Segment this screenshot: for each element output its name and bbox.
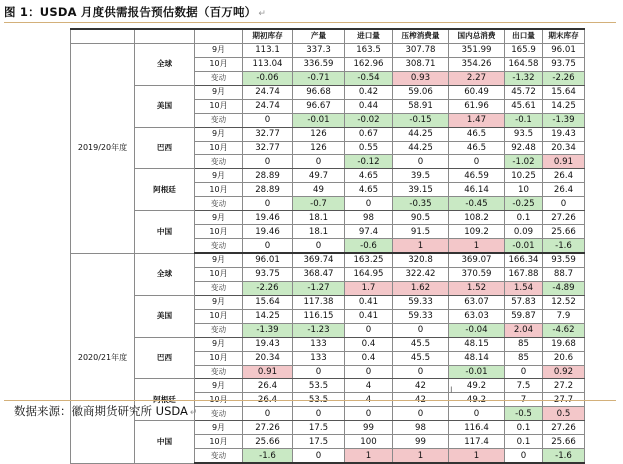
value-cell: 39.5 — [393, 169, 449, 183]
value-cell: 109.2 — [449, 225, 505, 239]
source-text: 数据来源：徽商期货研究所 USDA — [14, 404, 188, 418]
value-cell: 4.65 — [345, 183, 393, 197]
change-value-cell: -0.25 — [505, 197, 543, 211]
value-cell: 93.75 — [543, 57, 585, 71]
value-cell: 88.7 — [543, 267, 585, 281]
value-cell: 14.25 — [243, 309, 293, 323]
value-cell: 117.4 — [449, 435, 505, 449]
change-value-cell: -1.27 — [293, 281, 345, 295]
value-cell: 126 — [293, 141, 345, 155]
value-cell: 25.66 — [543, 435, 585, 449]
month-label: 9月 — [195, 379, 243, 393]
value-cell: 59.33 — [393, 295, 449, 309]
change-value-cell: 1 — [345, 449, 393, 463]
month-label: 10月 — [195, 393, 243, 407]
value-cell: 26.4 — [543, 183, 585, 197]
change-value-cell: 0 — [393, 365, 449, 379]
value-cell: 0.41 — [345, 309, 393, 323]
value-cell: 25.66 — [543, 225, 585, 239]
value-cell: 336.59 — [293, 57, 345, 71]
value-cell: 18.1 — [293, 211, 345, 225]
value-cell: 17.5 — [293, 435, 345, 449]
figure-title — [4, 4, 266, 20]
value-cell: 0.4 — [345, 351, 393, 365]
value-cell: 46.5 — [449, 127, 505, 141]
value-cell: 96.01 — [543, 43, 585, 57]
change-value-cell: -4.89 — [543, 281, 585, 295]
month-label: 10月 — [195, 225, 243, 239]
change-value-cell: 0 — [243, 407, 293, 421]
data-table — [70, 28, 585, 464]
value-cell: 15.64 — [243, 295, 293, 309]
value-cell: 44.25 — [393, 127, 449, 141]
month-label: 9月 — [195, 337, 243, 351]
value-cell: 32.77 — [243, 141, 293, 155]
value-cell: 0.1 — [505, 211, 543, 225]
value-cell: 369.74 — [293, 253, 345, 267]
value-cell: 27.26 — [543, 211, 585, 225]
change-value-cell: -1.6 — [543, 449, 585, 463]
paragraph-mark-icon: ↵ — [189, 408, 198, 418]
value-cell: 7 — [505, 393, 543, 407]
value-cell: 45.72 — [505, 85, 543, 99]
value-cell: 0.09 — [505, 225, 543, 239]
value-cell: 133 — [293, 351, 345, 365]
value-cell: 163.5 — [345, 43, 393, 57]
value-cell: 0.41 — [345, 295, 393, 309]
region-label: 中国 — [135, 211, 195, 253]
value-cell: 354.26 — [449, 57, 505, 71]
change-value-cell: -1.39 — [543, 113, 585, 127]
value-cell: 93.75 — [243, 267, 293, 281]
table-row — [71, 85, 585, 99]
change-value-cell: -1.32 — [505, 71, 543, 85]
value-cell: 57.83 — [505, 295, 543, 309]
value-cell: 19.43 — [543, 127, 585, 141]
change-value-cell: 0 — [293, 407, 345, 421]
change-value-cell: -0.35 — [393, 197, 449, 211]
value-cell: 116.15 — [293, 309, 345, 323]
change-value-cell: -0.6 — [345, 239, 393, 253]
change-value-cell: 0 — [293, 239, 345, 253]
value-cell: 20.34 — [243, 351, 293, 365]
month-label: 9月 — [195, 85, 243, 99]
value-cell: 0.67 — [345, 127, 393, 141]
value-cell: 28.89 — [243, 169, 293, 183]
value-cell: 25.66 — [243, 435, 293, 449]
value-cell: 0.1 — [505, 421, 543, 435]
value-cell: 63.03 — [449, 309, 505, 323]
value-cell: 99 — [393, 435, 449, 449]
month-label: 10月 — [195, 309, 243, 323]
year-label: 2020/21年度 — [71, 253, 135, 463]
month-label: 10月 — [195, 183, 243, 197]
region-label: 阿根廷 — [135, 379, 195, 421]
value-cell: 61.96 — [449, 99, 505, 113]
table-row — [71, 421, 585, 435]
value-cell: 53.5 — [293, 379, 345, 393]
change-value-cell: -1.23 — [293, 323, 345, 337]
change-value-cell: 0 — [393, 155, 449, 169]
month-label: 9月 — [195, 43, 243, 57]
table-row — [71, 169, 585, 183]
value-cell: 49 — [293, 183, 345, 197]
value-cell: 117.38 — [293, 295, 345, 309]
value-cell: 27.26 — [243, 421, 293, 435]
column-header: 出口量 — [505, 29, 543, 43]
month-label: 10月 — [195, 99, 243, 113]
value-cell: 26.4 — [243, 379, 293, 393]
change-value-cell: 1 — [449, 449, 505, 463]
change-label: 变动 — [195, 449, 243, 463]
value-cell: 320.8 — [393, 253, 449, 267]
value-cell: 14.25 — [543, 99, 585, 113]
change-value-cell: -0.06 — [243, 71, 293, 85]
value-cell: 53.5 — [293, 393, 345, 407]
region-label: 巴西 — [135, 337, 195, 379]
month-label: 10月 — [195, 351, 243, 365]
value-cell: 113.04 — [243, 57, 293, 71]
change-value-cell: 0 — [243, 113, 293, 127]
change-value-cell: -0.45 — [449, 197, 505, 211]
change-label: 变动 — [195, 197, 243, 211]
value-cell: 351.99 — [449, 43, 505, 57]
value-cell: 27.26 — [543, 421, 585, 435]
change-value-cell: 0 — [393, 323, 449, 337]
value-cell: 12.52 — [543, 295, 585, 309]
table-row — [71, 379, 585, 393]
change-value-cell: 1.47 — [449, 113, 505, 127]
change-value-cell: 0.92 — [543, 365, 585, 379]
value-cell: 163.25 — [345, 253, 393, 267]
value-cell: 98 — [393, 421, 449, 435]
value-cell: 45.5 — [393, 351, 449, 365]
change-value-cell: -2.26 — [543, 71, 585, 85]
change-value-cell: 0.91 — [243, 365, 293, 379]
value-cell: 63.07 — [449, 295, 505, 309]
value-cell: 49.2 — [449, 379, 505, 393]
month-label: 10月 — [195, 57, 243, 71]
value-cell: 116.4 — [449, 421, 505, 435]
value-cell: 96.67 — [293, 99, 345, 113]
value-cell: 39.15 — [393, 183, 449, 197]
value-cell: 59.33 — [393, 309, 449, 323]
change-value-cell: 0 — [449, 155, 505, 169]
change-value-cell: -0.7 — [293, 197, 345, 211]
change-label: 变动 — [195, 239, 243, 253]
value-cell: 19.46 — [243, 225, 293, 239]
value-cell: 32.77 — [243, 127, 293, 141]
table-row — [71, 253, 585, 267]
value-cell: 166.34 — [505, 253, 543, 267]
value-cell: 46.14 — [449, 183, 505, 197]
value-cell: 45.5 — [393, 337, 449, 351]
change-label: 变动 — [195, 365, 243, 379]
value-cell: 98 — [345, 211, 393, 225]
change-value-cell: -0.71 — [293, 71, 345, 85]
column-header: 产量 — [293, 29, 345, 43]
change-value-cell: -1.6 — [243, 449, 293, 463]
value-cell: 96.68 — [293, 85, 345, 99]
region-label: 美国 — [135, 85, 195, 127]
change-label: 变动 — [195, 281, 243, 295]
change-value-cell: 0 — [293, 449, 345, 463]
header-row — [71, 29, 585, 43]
value-cell: 165.9 — [505, 43, 543, 57]
value-cell: 26.4 — [543, 169, 585, 183]
value-cell: 19.46 — [243, 211, 293, 225]
change-value-cell: 1 — [449, 239, 505, 253]
usda-supply-demand-table — [70, 28, 585, 464]
value-cell: 108.2 — [449, 211, 505, 225]
change-value-cell: -0.1 — [505, 113, 543, 127]
value-cell: 322.42 — [393, 267, 449, 281]
region-label: 美国 — [135, 295, 195, 337]
region-label: 巴西 — [135, 127, 195, 169]
header-blank-month — [195, 29, 243, 43]
value-cell: 17.5 — [293, 421, 345, 435]
column-header: 期末库存 — [543, 29, 585, 43]
month-label: 9月 — [195, 295, 243, 309]
table-row — [71, 337, 585, 351]
change-value-cell: 1.62 — [393, 281, 449, 295]
value-cell: 42 — [393, 379, 449, 393]
value-cell: 18.1 — [293, 225, 345, 239]
change-value-cell: 1 — [393, 449, 449, 463]
change-value-cell: 1.54 — [505, 281, 543, 295]
change-value-cell: 0 — [345, 197, 393, 211]
value-cell: 46.59 — [449, 169, 505, 183]
change-value-cell: -0.02 — [345, 113, 393, 127]
value-cell: 28.89 — [243, 183, 293, 197]
value-cell: 0.4 — [345, 337, 393, 351]
change-label: 变动 — [195, 71, 243, 85]
table-row — [71, 127, 585, 141]
month-label: 9月 — [195, 253, 243, 267]
value-cell: 60.49 — [449, 85, 505, 99]
value-cell: 370.59 — [449, 267, 505, 281]
change-value-cell: 2.04 — [505, 323, 543, 337]
table-row — [71, 211, 585, 225]
change-value-cell: -0.01 — [505, 239, 543, 253]
change-label: 变动 — [195, 155, 243, 169]
header-blank-year — [71, 29, 135, 43]
region-label: 全球 — [135, 43, 195, 85]
change-value-cell: 0 — [543, 197, 585, 211]
value-cell: 0.1 — [505, 435, 543, 449]
value-cell: 133 — [293, 337, 345, 351]
value-cell: 85 — [505, 351, 543, 365]
value-cell: 113.1 — [243, 43, 293, 57]
value-cell: 15.64 — [543, 85, 585, 99]
region-label: 中国 — [135, 421, 195, 463]
value-cell: 44.25 — [393, 141, 449, 155]
value-cell: 48.15 — [449, 337, 505, 351]
change-value-cell: -1.02 — [505, 155, 543, 169]
value-cell: 24.74 — [243, 99, 293, 113]
change-label: 变动 — [195, 407, 243, 421]
value-cell: 20.6 — [543, 351, 585, 365]
value-cell: 7.5 — [505, 379, 543, 393]
value-cell: 162.96 — [345, 57, 393, 71]
month-label: 10月 — [195, 267, 243, 281]
change-value-cell: -2.26 — [243, 281, 293, 295]
value-cell: 59.06 — [393, 85, 449, 99]
value-cell: 96.01 — [243, 253, 293, 267]
change-value-cell: -0.15 — [393, 113, 449, 127]
value-cell: 0.44 — [345, 99, 393, 113]
value-cell: 19.68 — [543, 337, 585, 351]
value-cell: 90.5 — [393, 211, 449, 225]
paragraph-mark-icon: ↵ — [258, 9, 267, 19]
value-cell: 58.91 — [393, 99, 449, 113]
change-value-cell: 0 — [345, 365, 393, 379]
source-divider — [4, 400, 616, 401]
change-value-cell: 0 — [243, 155, 293, 169]
change-value-cell: 1.7 — [345, 281, 393, 295]
year-label: 2019/20年度 — [71, 43, 135, 253]
column-header: 期初库存 — [243, 29, 293, 43]
source-note — [14, 403, 197, 419]
value-cell: 368.47 — [293, 267, 345, 281]
value-cell: 164.58 — [505, 57, 543, 71]
value-cell: 59.87 — [505, 309, 543, 323]
column-header: 压榨消费量 — [393, 29, 449, 43]
value-cell: 27.2 — [543, 379, 585, 393]
value-cell: 369.07 — [449, 253, 505, 267]
change-value-cell: 0 — [243, 239, 293, 253]
value-cell: 93.59 — [543, 253, 585, 267]
value-cell: 308.71 — [393, 57, 449, 71]
change-value-cell: -0.01 — [449, 365, 505, 379]
change-value-cell: 0.91 — [543, 155, 585, 169]
value-cell: 92.48 — [505, 141, 543, 155]
change-label: 变动 — [195, 113, 243, 127]
month-label: 9月 — [195, 421, 243, 435]
column-header: 国内总消费 — [449, 29, 505, 43]
month-label: 10月 — [195, 435, 243, 449]
change-value-cell: 0 — [505, 449, 543, 463]
month-label: 9月 — [195, 127, 243, 141]
table-row — [71, 295, 585, 309]
header-blank-region — [135, 29, 195, 43]
table-row — [71, 43, 585, 57]
value-cell: 4 — [345, 379, 393, 393]
change-value-cell: 0 — [449, 407, 505, 421]
value-cell: 164.95 — [345, 267, 393, 281]
change-value-cell: 0 — [505, 365, 543, 379]
value-cell: 19.43 — [243, 337, 293, 351]
change-value-cell: 1 — [393, 239, 449, 253]
value-cell: 27.7 — [543, 393, 585, 407]
change-value-cell: 0 — [243, 197, 293, 211]
value-cell: 7.9 — [543, 309, 585, 323]
month-label: 10月 — [195, 141, 243, 155]
value-cell: 20.34 — [543, 141, 585, 155]
value-cell: 99 — [345, 421, 393, 435]
value-cell: 49.7 — [293, 169, 345, 183]
month-label: 9月 — [195, 211, 243, 225]
text-cursor-icon: I — [450, 386, 453, 396]
change-value-cell: 0 — [345, 407, 393, 421]
value-cell: 85 — [505, 337, 543, 351]
value-cell: 126 — [293, 127, 345, 141]
value-cell: 0.42 — [345, 85, 393, 99]
value-cell: 42 — [393, 393, 449, 407]
change-value-cell: -0.01 — [293, 113, 345, 127]
value-cell: 0.55 — [345, 141, 393, 155]
change-value-cell: -0.5 — [505, 407, 543, 421]
change-label: 变动 — [195, 323, 243, 337]
value-cell: 167.88 — [505, 267, 543, 281]
value-cell: 307.78 — [393, 43, 449, 57]
column-header: 进口量 — [345, 29, 393, 43]
value-cell: 337.3 — [293, 43, 345, 57]
change-value-cell: 1.52 — [449, 281, 505, 295]
value-cell: 45.61 — [505, 99, 543, 113]
change-value-cell: 0 — [345, 323, 393, 337]
value-cell: 26.4 — [243, 393, 293, 407]
region-label: 全球 — [135, 253, 195, 295]
value-cell: 100 — [345, 435, 393, 449]
change-value-cell: 0 — [393, 407, 449, 421]
change-value-cell: 0 — [293, 155, 345, 169]
change-value-cell: 0.93 — [393, 71, 449, 85]
change-value-cell: -1.6 — [543, 239, 585, 253]
change-value-cell: 0 — [293, 365, 345, 379]
region-label: 阿根廷 — [135, 169, 195, 211]
value-cell: 93.5 — [505, 127, 543, 141]
value-cell: 91.5 — [393, 225, 449, 239]
month-label: 9月 — [195, 169, 243, 183]
title-divider — [4, 22, 616, 23]
value-cell: 10.25 — [505, 169, 543, 183]
change-value-cell: -1.39 — [243, 323, 293, 337]
value-cell: 46.5 — [449, 141, 505, 155]
change-value-cell: 0.5 — [543, 407, 585, 421]
value-cell: 4 — [345, 393, 393, 407]
value-cell: 4.65 — [345, 169, 393, 183]
value-cell: 10 — [505, 183, 543, 197]
value-cell: 97.4 — [345, 225, 393, 239]
change-value-cell: -0.04 — [449, 323, 505, 337]
value-cell: 49.2 — [449, 393, 505, 407]
change-value-cell: 2.27 — [449, 71, 505, 85]
value-cell: 24.74 — [243, 85, 293, 99]
value-cell: 48.14 — [449, 351, 505, 365]
figure-title-text: 图 1：USDA 月度供需报告预估数据（百万吨） — [4, 5, 257, 19]
change-value-cell: -0.54 — [345, 71, 393, 85]
change-value-cell: -4.62 — [543, 323, 585, 337]
change-value-cell: -0.12 — [345, 155, 393, 169]
